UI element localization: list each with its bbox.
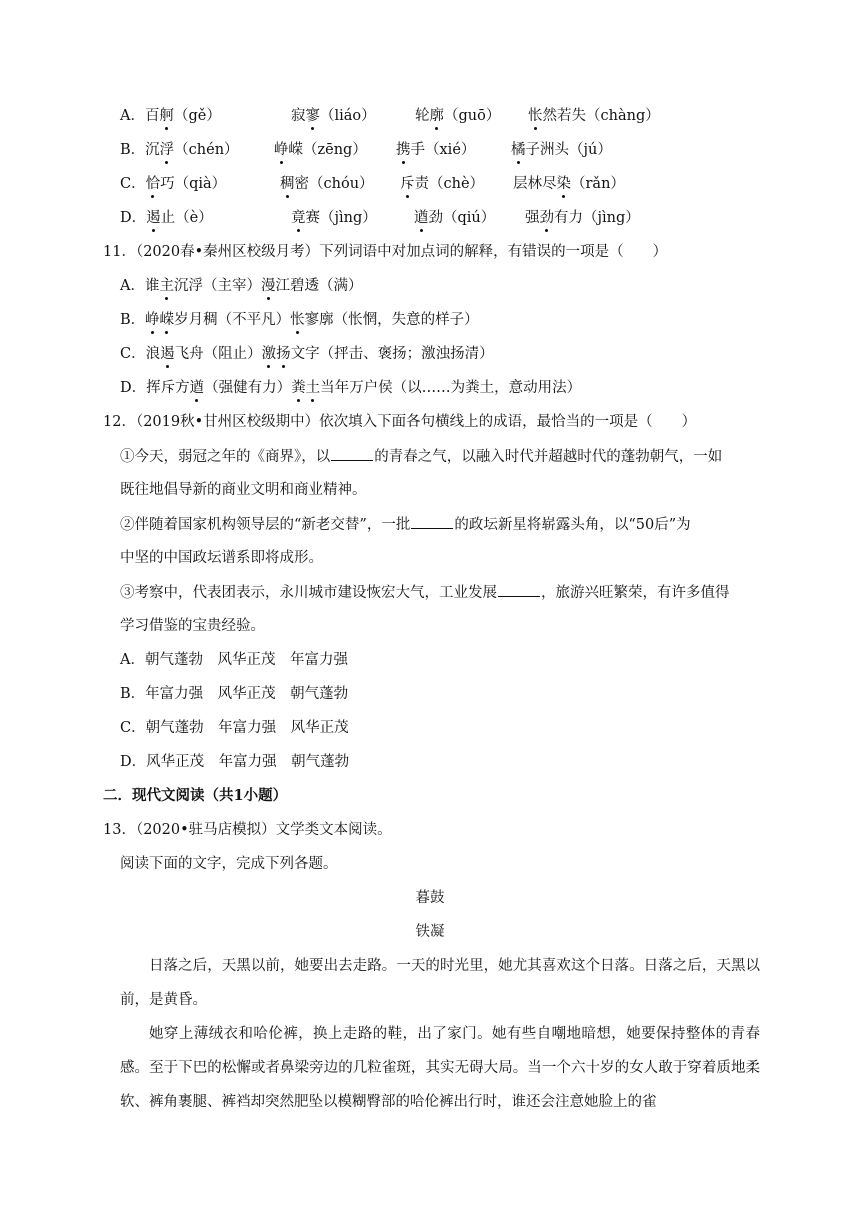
q12-option-d: D．风华正茂 年富力强 朝气蓬勃 <box>120 754 350 770</box>
q12-option-b: B．年富力强 风华正茂 朝气蓬勃 <box>120 686 349 702</box>
q12-sentence-1-line-2: 既往地倡导新的商业文明和商业精神。 <box>120 482 367 498</box>
section-heading: 二．现代文阅读（共1小题） <box>103 787 288 804</box>
q11-option-a: A．谁主沉浮（主宰）漫江碧透（满） <box>120 278 363 294</box>
q10-a-1: A．百舸（gě） <box>120 108 221 124</box>
q12-s2-part-a: ②伴随着国家机构领导层的“新老交替”，一批 <box>120 517 411 533</box>
q10-c-3: 斥责（chè） <box>400 176 485 192</box>
q12-s3-part-b: ，旅游兴旺繁荣，有许多值得 <box>541 585 730 601</box>
q10-a-4: 怅然若失（chàng） <box>528 108 660 124</box>
q10-option-d <box>0 208 860 230</box>
q11-option-b: B．峥嵘岁月稠（不平凡）怅寥廓（怅惘，失意的样子） <box>120 312 479 328</box>
q12-sentence-2-line-2: 中坚的中国政坛谱系即将成形。 <box>120 550 323 566</box>
q10-b-2: 峥嵘（zēng） <box>274 142 367 158</box>
q12-option-c: C．朝气蓬勃 年富力强 风华正茂 <box>120 720 349 736</box>
q12-blank-2 <box>411 514 453 529</box>
q12-blank-3 <box>498 582 540 597</box>
q10-a-3: 轮廓（guō） <box>415 108 501 124</box>
q10-b-3: 携手（xié） <box>396 142 476 158</box>
article-paragraph-1: 日落之后，天黑以前，她要出去走路。一天的时光里，她尤其喜欢这个日落。日落之后，天黑以前，是黄昏。 <box>120 958 760 1008</box>
article-author: 铁凝 <box>415 924 445 940</box>
q12-sentence-2-line-1 <box>120 514 691 535</box>
q13-instruction: 阅读下面的文字，完成下列各题。 <box>120 856 338 872</box>
article-paragraph-2: 她穿上薄绒衣和哈伦裤，换上走路的鞋，出了家门。她有些自嘲地暗想，她要保持整体的青春感。至于下巴的松懈或者鼻梁旁边的几粒雀斑，其实无碍大局。当一个六十岁的女人敢于穿着质地柔软、裤角裹腿、裤裆却突然肥坠以模糊臀部的哈伦裤出行时，谁还会注意她脸上的雀 <box>120 1026 760 1110</box>
q10-c-1: C．恰巧（qià） <box>120 176 227 192</box>
q10-a-2: 寂寥（liáo） <box>291 108 376 124</box>
q12-sentence-1-line-1 <box>120 446 722 467</box>
q12-blank-1 <box>331 446 373 461</box>
q10-option-a <box>0 106 860 128</box>
q10-c-4: 层林尽染（rǎn） <box>513 176 625 192</box>
q13-stem: 13．（2020•驻马店模拟）文学类文本阅读。 <box>103 822 392 838</box>
q12-s1-part-b: 的青春之气，以融入时代并超越时代的蓬勃朝气，一如 <box>374 449 723 465</box>
q12-stem: 12．（2019秋•甘州区校级期中）依次填入下面各句横线上的成语，最恰当的一项是（ ） <box>103 414 697 430</box>
q10-option-b <box>0 140 860 162</box>
q10-b-1: B．沉浮（chén） <box>120 142 239 158</box>
q11-option-c: C．浪遏飞舟（阻止）激扬文字（抨击、褒扬；激浊扬清） <box>120 346 494 362</box>
q10-d-4: 强劲有力（jìng） <box>525 210 640 226</box>
article-title: 暮鼓 <box>415 890 445 906</box>
q10-d-2: 竟赛（jìng） <box>291 210 377 226</box>
q12-option-a: A．朝气蓬勃 风华正茂 年富力强 <box>120 652 348 668</box>
q10-option-c <box>0 174 860 196</box>
q12-s1-part-a: ①今天，弱冠之年的《商界》，以 <box>120 449 331 465</box>
q10-b-4: 橘子洲头（jú） <box>511 142 612 158</box>
q12-s3-part-a: ③考察中，代表团表示，永川城市建设恢宏大气，工业发展 <box>120 585 497 601</box>
q10-d-3: 遒劲（qiú） <box>414 210 496 226</box>
q11-option-d: D．挥斥方遒（强健有力）粪土当年万户侯（以……为粪土，意动用法） <box>120 380 582 396</box>
q11-stem: 11．（2020春•秦州区校级月考）下列词语中对加点词的解释，有错误的一项是（ ） <box>103 244 668 260</box>
q12-s2-part-b: 的政坛新星将崭露头角，以“50后”为 <box>454 517 691 533</box>
q12-sentence-3-line-2: 学习借鉴的宝贵经验。 <box>120 618 265 634</box>
q10-c-2: 稠密（chóu） <box>280 176 374 192</box>
q12-sentence-3-line-1 <box>120 582 730 603</box>
q10-d-1: D．遏止（è） <box>120 210 213 226</box>
